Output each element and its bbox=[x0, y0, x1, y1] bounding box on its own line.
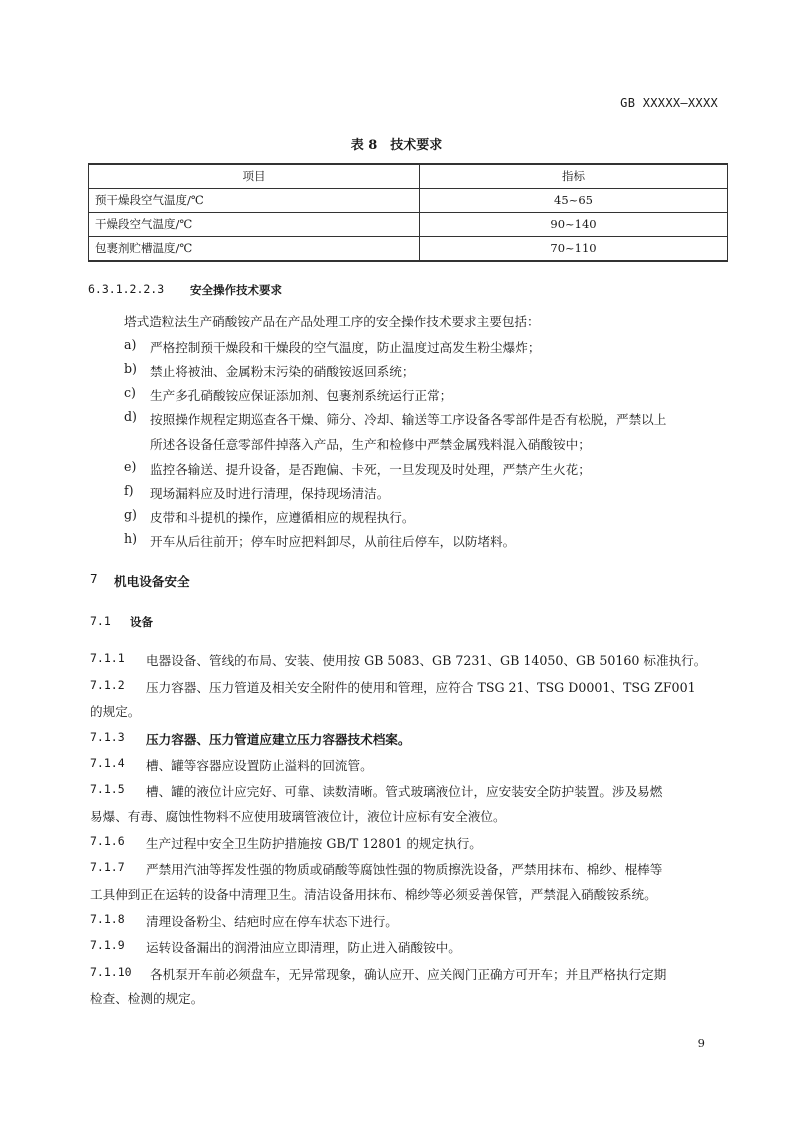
clause-number: 7.1.6 bbox=[90, 834, 125, 848]
list-item: 严格控制预干燥段和干燥段的空气温度，防止温度过高发生粉尘爆炸； bbox=[150, 340, 541, 355]
clause-number: 7.1.2 bbox=[90, 678, 125, 692]
section-number: 7.1 bbox=[90, 614, 111, 628]
page-number: 9 bbox=[697, 1036, 705, 1050]
table-cell: 70~110 bbox=[420, 237, 728, 262]
list-item-label: h) bbox=[124, 531, 138, 546]
clause-text: 槽、罐的液位计应完好、可靠、读数清晰。管式玻璃液位计，应安装安全防护装置。涉及易燃 bbox=[146, 784, 663, 799]
clause-continuation: 检查、检测的规定。 bbox=[90, 991, 204, 1006]
table-title: 表 8 技术要求 bbox=[350, 138, 443, 153]
chapter-heading: 机电设备安全 bbox=[114, 574, 190, 589]
list-item-label: g) bbox=[124, 507, 137, 522]
clause-number: 7.1.4 bbox=[90, 756, 125, 770]
clause-text: 压力容器、压力管道及相关安全附件的使用和管理，应符合 TSG 21、TSG D0001、TSG ZF001 bbox=[146, 680, 696, 695]
list-item: 开车从后往前开；停车时应把料卸尽，从前往后停车，以防堵料。 bbox=[150, 534, 516, 549]
column-header-item: 项目 bbox=[89, 164, 420, 189]
table-cell: 干燥段空气温度/℃ bbox=[89, 213, 420, 237]
list-item: 现场漏料应及时进行清理，保持现场清洁。 bbox=[150, 486, 390, 501]
section-number: 6.3.1.2.2.3 bbox=[88, 282, 165, 296]
table-cell: 45~65 bbox=[420, 189, 728, 213]
list-item-label: c) bbox=[124, 385, 136, 400]
clause-text: 生产过程中安全卫生防护措施按 GB/T 12801 的规定执行。 bbox=[146, 836, 482, 851]
table-header-row bbox=[89, 164, 728, 189]
clause-number: 7.1.3 bbox=[90, 730, 125, 744]
paragraph: 塔式造粒法生产硝酸铵产品在产品处理工序的安全操作技术要求主要包括： bbox=[124, 314, 540, 329]
list-item: 禁止将被油、金属粉末污染的硝酸铵返回系统； bbox=[150, 364, 415, 379]
list-item-label: d) bbox=[124, 409, 137, 424]
list-item: 皮带和斗提机的操作，应遵循相应的规程执行。 bbox=[150, 510, 415, 525]
column-header-indicator: 指标 bbox=[420, 164, 728, 189]
list-item-label: e) bbox=[124, 459, 137, 474]
clause-continuation: 的规定。 bbox=[90, 704, 141, 719]
list-item: 按照操作规程定期巡查各干燥、筛分、冷却、输送等工序设备各零部件是否有松脱，严禁以上 bbox=[150, 412, 667, 427]
chapter-number: 7 bbox=[90, 571, 98, 586]
clause-number: 7.1.9 bbox=[90, 938, 125, 952]
table-cell: 预干燥段空气温度/℃ bbox=[89, 189, 420, 213]
list-item: 监控各输送、提升设备，是否跑偏、卡死，一旦发现及时处理，严禁产生火花； bbox=[150, 462, 591, 477]
clause-number: 7.1.5 bbox=[90, 782, 125, 796]
table-row bbox=[89, 237, 728, 262]
clause-number: 7.1.8 bbox=[90, 912, 125, 926]
clause-text: 各机泵开车前必须盘车，无异常现象，确认应开、应关阀门正确方可开车；并且严格执行定期 bbox=[150, 967, 667, 982]
technical-requirements-table bbox=[88, 163, 728, 262]
list-item-label: a) bbox=[124, 337, 137, 352]
clause-number: 7.1.7 bbox=[90, 860, 125, 874]
list-item: 生产多孔硝酸铵应保证添加剂、包裹剂系统运行正常； bbox=[150, 388, 453, 403]
clause-text: 槽、罐等容器应设置防止溢料的回流管。 bbox=[146, 758, 373, 773]
table-row bbox=[89, 213, 728, 237]
clause-text: 严禁用汽油等挥发性强的物质或硝酸等腐蚀性强的物质擦洗设备，严禁用抹布、棉纱、棍棒等 bbox=[146, 862, 663, 877]
list-item-label: b) bbox=[124, 361, 137, 376]
section-heading: 设备 bbox=[130, 615, 153, 629]
list-item-label: f) bbox=[124, 483, 134, 498]
clause-text: 电器设备、管线的布局、安装、使用按 GB 5083、GB 7231、GB 14050、GB 50160 标准执行。 bbox=[146, 653, 707, 668]
list-item-continuation: 所述各设备任意零部件掉落入产品，生产和检修中严禁金属残料混入硝酸铵中； bbox=[150, 437, 591, 452]
section-heading: 安全操作技术要求 bbox=[190, 283, 282, 297]
clause-continuation: 工具伸到正在运转的设备中清理卫生。清洁设备用抹布、棉纱等必须妥善保管，严禁混入硝酸铵系统。 bbox=[90, 887, 657, 902]
clause-text: 压力容器、压力管道应建立压力容器技术档案。 bbox=[146, 732, 411, 747]
table-cell: 包裹剂贮槽温度/℃ bbox=[89, 237, 420, 262]
clause-number: 7.1.10 bbox=[90, 965, 132, 979]
clause-continuation: 易爆、有毒、腐蚀性物料不应使用玻璃管液位计，液位计应标有安全液位。 bbox=[90, 809, 506, 824]
table-cell: 90~140 bbox=[420, 213, 728, 237]
clause-number: 7.1.1 bbox=[90, 651, 125, 665]
document-code: GB XXXXX—XXXX bbox=[620, 96, 718, 110]
clause-text: 运转设备漏出的润滑油应立即清理，防止进入硝酸铵中。 bbox=[146, 940, 461, 955]
table-row bbox=[89, 189, 728, 213]
clause-text: 清理设备粉尘、结疤时应在停车状态下进行。 bbox=[146, 914, 398, 929]
